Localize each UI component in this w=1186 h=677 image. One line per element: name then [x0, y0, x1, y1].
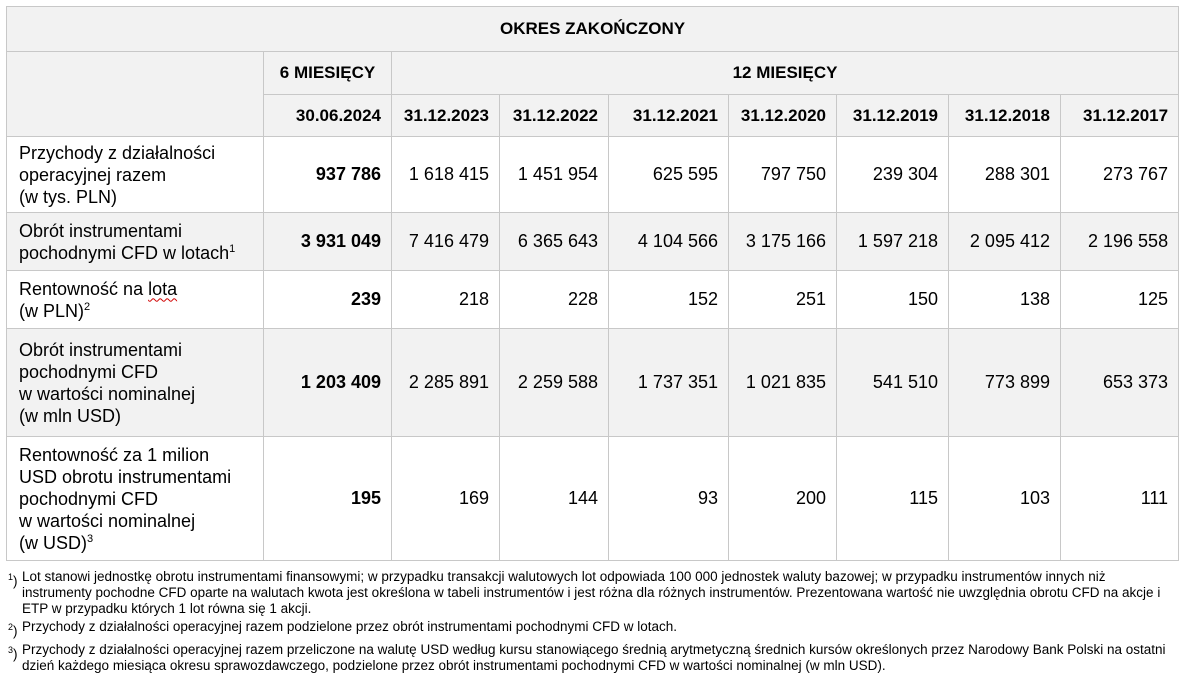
table-row — [7, 137, 1179, 213]
value-cell: 138 — [949, 271, 1061, 329]
value-cell: 1 203 409 — [264, 329, 392, 437]
date-header: 31.12.2019 — [837, 95, 949, 137]
row-label-line: USD obrotu instrumentami — [19, 466, 232, 487]
value-cell: 6 365 643 — [500, 213, 609, 271]
value-cell: 273 767 — [1061, 137, 1179, 213]
value-cell: 150 — [837, 271, 949, 329]
value-cell: 200 — [729, 437, 837, 561]
header-empty-cell — [7, 52, 264, 137]
footnote — [8, 569, 1168, 617]
row-label-line: w wartości nominalnej — [19, 383, 196, 404]
value-cell: 1 451 954 — [500, 137, 609, 213]
value-cell: 3 175 166 — [729, 213, 837, 271]
footnote-text: Przychody z działalności operacyjnej razem przeliczone na walutę USD według kursu stanowiącego średnią arytmetyczną średnich kursów określonych przez Narodowy Bank Polski na ostatni dzień każdego miesiąca okresu sprawozdawczego, podzielone przez obrót instrumentami pochodnymi CFD w wartości nominalnej (w mln USD). — [22, 641, 1166, 673]
value-cell: 144 — [500, 437, 609, 561]
value-cell: 773 899 — [949, 329, 1061, 437]
value-cell: 1 737 351 — [609, 329, 729, 437]
value-cell: 111 — [1061, 437, 1179, 561]
value-cell: 152 — [609, 271, 729, 329]
value-cell: 228 — [500, 271, 609, 329]
date-header: 31.12.2018 — [949, 95, 1061, 137]
row-label-line: Obrót instrumentami — [19, 339, 183, 360]
row-label-line: Przychody z działalności — [19, 142, 216, 163]
footnote — [8, 619, 1168, 640]
date-header: 31.12.2017 — [1061, 95, 1179, 137]
footnotes — [8, 569, 1168, 676]
value-cell: 7 416 479 — [392, 213, 500, 271]
value-cell: 1 021 835 — [729, 329, 837, 437]
row-label-line: (w tys. PLN) — [19, 186, 118, 207]
value-cell: 103 — [949, 437, 1061, 561]
date-header: 31.12.2023 — [392, 95, 500, 137]
row-label-line: Obrót instrumentami — [19, 220, 183, 241]
value-cell: 125 — [1061, 271, 1179, 329]
footnote-ref: 3 — [87, 532, 94, 545]
value-cell: 169 — [392, 437, 500, 561]
row-label-line: pochodnymi CFD — [19, 361, 159, 382]
footnote-ref: 1 — [229, 242, 236, 255]
value-cell: 625 595 — [609, 137, 729, 213]
value-cell: 195 — [264, 437, 392, 561]
table-title: OKRES ZAKOŃCZONY — [7, 7, 1179, 52]
value-cell: 239 304 — [837, 137, 949, 213]
value-cell: 2 196 558 — [1061, 213, 1179, 271]
row-label-line: (w mln USD) — [19, 405, 121, 426]
value-cell: 4 104 566 — [609, 213, 729, 271]
date-header: 30.06.2024 — [264, 95, 392, 137]
value-cell: 653 373 — [1061, 329, 1179, 437]
row-label-line: (w PLN) — [19, 300, 85, 321]
footnote-num: 3 — [8, 644, 14, 655]
value-cell: 1 597 218 — [837, 213, 949, 271]
value-cell: 93 — [609, 437, 729, 561]
row-label-line: w wartości nominalnej — [19, 510, 196, 531]
footnote-text: Przychody z działalności operacyjnej razem podzielone przez obrót instrumentami pochodnymi CFD w lotach. — [22, 619, 678, 634]
spellcheck-word: lota — [148, 278, 178, 299]
table-row — [7, 437, 1179, 561]
footnote-text: Lot stanowi jednostkę obrotu instrumentami finansowymi; w przypadku transakcji walutowych lot odpowiada 100 000 jednostek waluty bazowej; w przypadku instrumentów innych niż instrumenty pochodne CFD oparte na walutach kwota jest określona w tabeli instrumentów i jest różna dla różnych instrumentów. Prezentowana wartość nie uwzględnia obrotu CFD na akcje i ETP w przypadku których 1 lot równa się 1 akcji. — [22, 569, 1161, 616]
row-label — [7, 137, 264, 213]
footnote — [8, 642, 1168, 674]
date-header: 31.12.2020 — [729, 95, 837, 137]
row-label-line: pochodnymi CFD — [19, 488, 159, 509]
value-cell: 937 786 — [264, 137, 392, 213]
row-label-line: Rentowność za 1 milion — [19, 444, 210, 465]
footnote-number: $^2$) — [8, 622, 18, 639]
financial-table — [6, 6, 1179, 561]
value-cell: 2 259 588 — [500, 329, 609, 437]
value-cell: 251 — [729, 271, 837, 329]
table-row — [7, 329, 1179, 437]
group-header-12m: 12 MIESIĘCY — [392, 52, 1179, 95]
value-cell: 541 510 — [837, 329, 949, 437]
row-label-line: (w USD) — [19, 532, 87, 553]
date-header: 31.12.2022 — [500, 95, 609, 137]
group-header-6m: 6 MIESIĘCY — [264, 52, 392, 95]
row-label — [7, 329, 264, 437]
value-cell: 218 — [392, 271, 500, 329]
date-header: 31.12.2021 — [609, 95, 729, 137]
value-cell: 288 301 — [949, 137, 1061, 213]
footnote-num: 1 — [8, 572, 14, 582]
row-label-line: operacyjnej razem — [19, 164, 167, 185]
table-row — [7, 271, 1179, 329]
value-cell: 115 — [837, 437, 949, 561]
row-label — [7, 213, 264, 271]
financial-table-container — [6, 6, 1178, 561]
value-cell: 797 750 — [729, 137, 837, 213]
value-cell: 2 285 891 — [392, 329, 500, 437]
value-cell: 2 095 412 — [949, 213, 1061, 271]
value-cell: 1 618 415 — [392, 137, 500, 213]
table-row — [7, 213, 1179, 271]
row-label-line: Rentowność na — [19, 278, 149, 299]
row-label-line: pochodnymi CFD w lotach — [19, 242, 230, 263]
row-label — [7, 437, 264, 561]
value-cell: 239 — [264, 271, 392, 329]
footnote-number: $^1$) — [8, 572, 18, 589]
row-label — [7, 271, 264, 329]
footnote-num: 2 — [8, 622, 14, 632]
value-cell: 3 931 049 — [264, 213, 392, 271]
footnote-ref: 2 — [84, 300, 91, 313]
footnote-number: $^3$) — [8, 644, 18, 661]
